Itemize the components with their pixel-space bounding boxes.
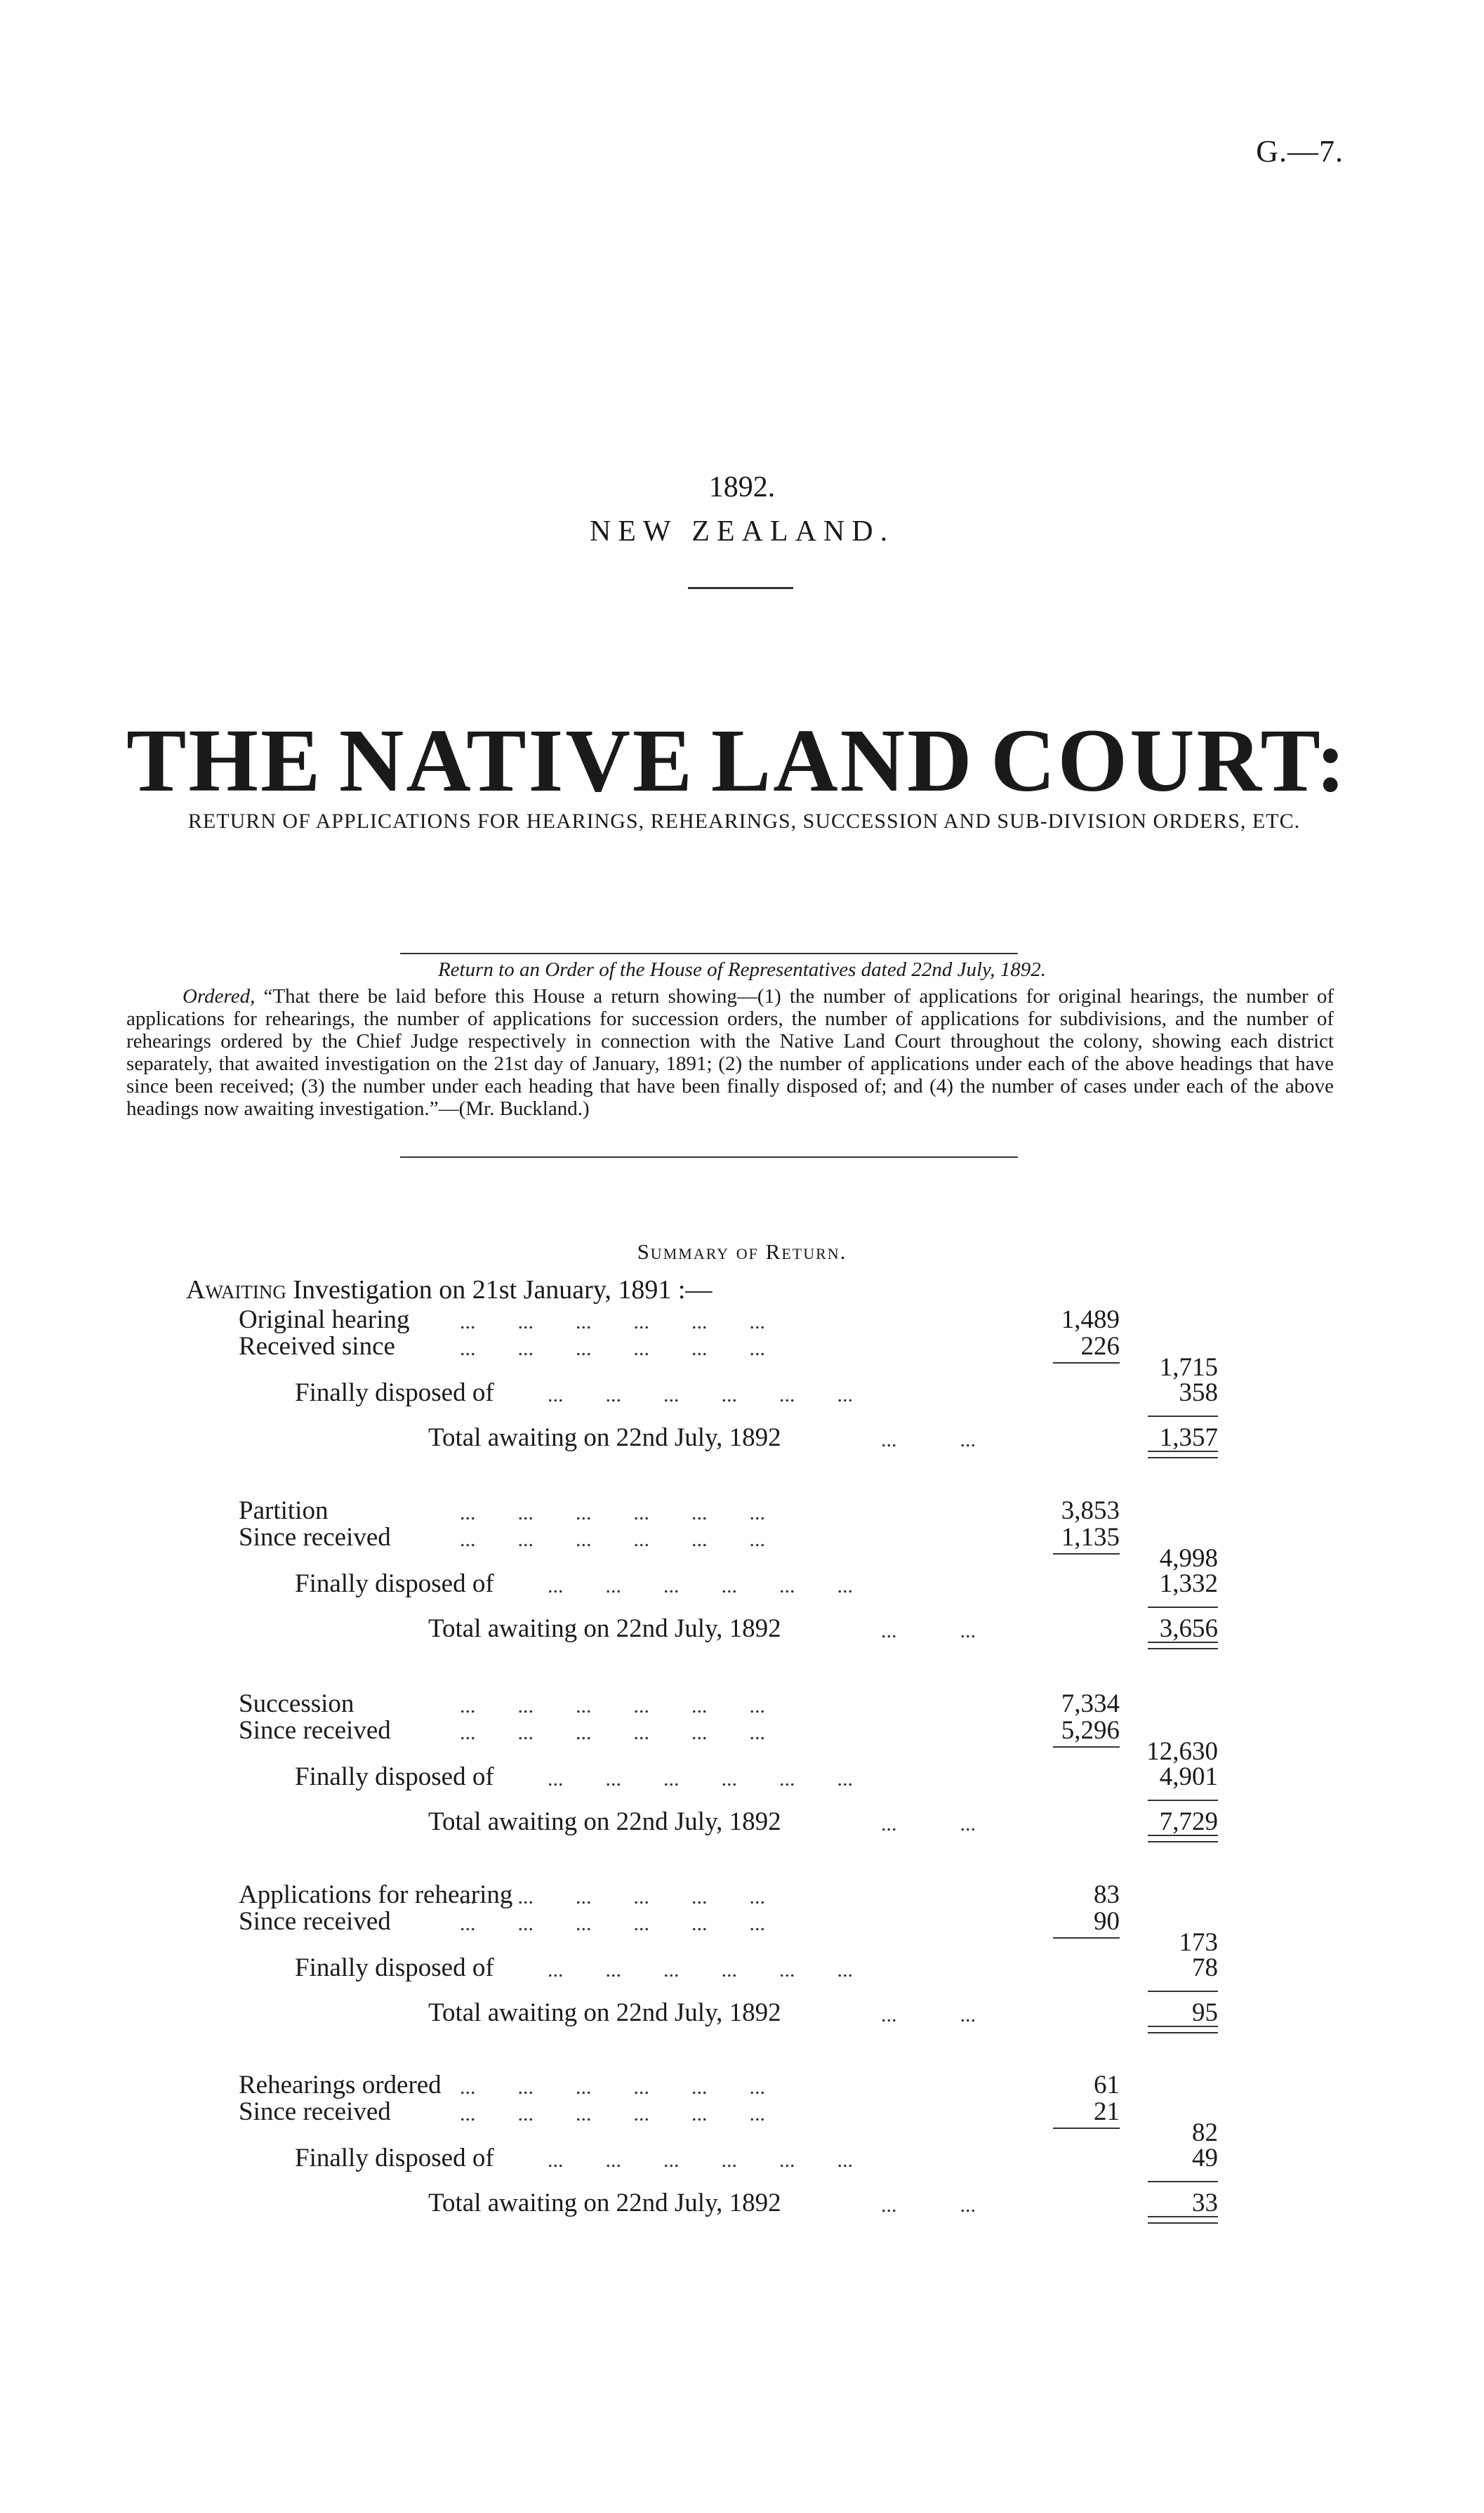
order-caption: Return to an Order of the House of Representatives dated 22nd July, 1892. bbox=[437, 958, 1047, 981]
row-label: Succession bbox=[239, 1689, 355, 1718]
row-label: Rehearings ordered bbox=[239, 2071, 442, 2099]
total-label: Total awaiting on 22nd July, 1892 bbox=[428, 2189, 781, 2217]
leader-dots: ... ... ... ... ... ... bbox=[548, 1958, 853, 1981]
title-word: LAND bbox=[710, 711, 974, 810]
title-word: COURT: bbox=[991, 711, 1348, 810]
total-value: 3,656 bbox=[1159, 1614, 1218, 1643]
total-rule bbox=[1148, 1416, 1218, 1417]
row-label: Since received bbox=[239, 1907, 391, 1936]
total-label: Total awaiting on 22nd July, 1892 bbox=[428, 1423, 781, 1452]
row-value: 226 bbox=[1080, 1332, 1120, 1361]
total-double-rule bbox=[1148, 1642, 1218, 1649]
total-double-rule bbox=[1148, 2026, 1218, 2033]
leader-dots: ... ... bbox=[881, 2194, 976, 2217]
leader-dots: ... ... ... ... ... ... bbox=[548, 1574, 853, 1597]
row-value: 83 bbox=[1094, 1880, 1120, 1909]
row-value: 1,135 bbox=[1061, 1523, 1120, 1552]
row-value: 61 bbox=[1094, 2071, 1120, 2099]
disposed-label: Finally disposed of bbox=[295, 1378, 494, 1407]
leader-dots: ... ... ... ... ... ... bbox=[449, 1885, 765, 1908]
divider bbox=[400, 1156, 1018, 1158]
row-label: Original hearing bbox=[239, 1305, 410, 1334]
total-double-rule bbox=[1148, 1451, 1218, 1458]
disposed-label: Finally disposed of bbox=[295, 1762, 494, 1791]
leader-dots: ... ... ... ... ... ... bbox=[548, 1383, 853, 1406]
leader-dots: ... ... ... ... ... ... bbox=[449, 1694, 765, 1717]
row-value: 21 bbox=[1094, 2097, 1120, 2126]
row-label: Since received bbox=[239, 2097, 391, 2126]
leader-dots: ... ... bbox=[881, 1812, 976, 1835]
year: 1892. bbox=[708, 471, 776, 503]
total-rule bbox=[1148, 2181, 1218, 2182]
total-rule bbox=[1148, 1991, 1218, 1992]
leader-dots: ... ... ... ... ... ... bbox=[449, 1528, 765, 1551]
disposed-value: 78 bbox=[1192, 1953, 1218, 1982]
disposed-value: 358 bbox=[1179, 1378, 1218, 1407]
disposed-value: 49 bbox=[1192, 2144, 1218, 2172]
total-double-rule bbox=[1148, 1835, 1218, 1842]
title-word: THE bbox=[126, 711, 323, 810]
disposed-value: 4,901 bbox=[1159, 1762, 1218, 1791]
leader-dots: ... ... bbox=[881, 1428, 976, 1451]
row-label: Since received bbox=[239, 1716, 391, 1745]
row-value: 7,334 bbox=[1061, 1689, 1120, 1718]
leader-dots: ... ... ... ... ... ... bbox=[548, 1767, 853, 1790]
divider bbox=[400, 953, 1018, 954]
leader-dots: ... ... ... ... ... ... bbox=[449, 1912, 765, 1935]
total-rule bbox=[1148, 1800, 1218, 1801]
leader-dots: ... ... ... ... ... ... bbox=[449, 2076, 765, 2099]
sum-rule bbox=[1053, 1937, 1120, 1939]
row-value: 90 bbox=[1094, 1907, 1120, 1936]
sum-value: 12,630 bbox=[1146, 1737, 1218, 1766]
leader-dots: ... ... ... ... ... ... bbox=[449, 1501, 765, 1524]
total-label: Total awaiting on 22nd July, 1892 bbox=[428, 1614, 781, 1643]
title-word: NATIVE bbox=[338, 711, 695, 810]
disposed-label: Finally disposed of bbox=[295, 1569, 494, 1598]
row-value: 1,489 bbox=[1061, 1305, 1120, 1334]
sum-value: 4,998 bbox=[1159, 1544, 1218, 1573]
disposed-label: Finally disposed of bbox=[295, 2144, 494, 2172]
order-text bbox=[126, 985, 1334, 1120]
row-value: 3,853 bbox=[1061, 1496, 1120, 1525]
row-label: Since received bbox=[239, 1523, 391, 1552]
heading-lead: Awaiting bbox=[186, 1275, 286, 1305]
sum-rule bbox=[1053, 2128, 1120, 2129]
disposed-label: Finally disposed of bbox=[295, 1953, 494, 1982]
sum-value: 1,715 bbox=[1159, 1353, 1218, 1382]
document-title bbox=[126, 709, 1348, 812]
leader-dots: ... ... bbox=[881, 1619, 976, 1642]
total-value: 95 bbox=[1192, 1998, 1218, 2027]
row-value: 5,296 bbox=[1061, 1716, 1120, 1745]
leader-dots: ... ... ... ... ... ... bbox=[449, 1721, 765, 1744]
country: NEW ZEALAND. bbox=[589, 515, 895, 548]
summary-title: Summary of Return. bbox=[637, 1239, 847, 1264]
row-label: Received since bbox=[239, 1332, 395, 1361]
sum-rule bbox=[1053, 1362, 1120, 1364]
heading-rest: Investigation on 21st January, 1891 :— bbox=[286, 1275, 713, 1305]
total-double-rule bbox=[1148, 2216, 1218, 2224]
document-subtitle: RETURN OF APPLICATIONS FOR HEARINGS, REHEARINGS, SUCCESSION AND SUB-DIVISION ORDERS, ETC. bbox=[187, 810, 1301, 833]
sum-rule bbox=[1053, 1746, 1120, 1748]
row-label: Partition bbox=[239, 1496, 329, 1525]
leader-dots: ... ... ... ... ... ... bbox=[449, 1310, 765, 1333]
sum-rule bbox=[1053, 1553, 1120, 1555]
total-value: 1,357 bbox=[1159, 1423, 1218, 1452]
order-body: “That there be laid before this House a return showing—(1) the number of applications for original hearings, the number of applications for rehearings, the number of applications for succession orders, the number of applications for subdivisions, and the number of rehearings ordered by the Chief Judge respectively in connection with the Native Land Court throughout the colony, showing each district separately, that awaited investigation on the 21st day of January, 1891; (2) the number of applications under each of the above headings that have since been received; (3) the number under each heading that have been finally disposed of; and (4) the number of cases under each of the above headings now awaiting investigation.”—(Mr. Buckland.) bbox=[126, 985, 1334, 1120]
total-rule bbox=[1148, 1607, 1218, 1608]
leader-dots: ... ... bbox=[881, 2003, 976, 2026]
total-value: 7,729 bbox=[1159, 1807, 1218, 1836]
summary-heading bbox=[186, 1274, 712, 1305]
sum-value: 82 bbox=[1192, 2118, 1218, 2147]
sum-value: 173 bbox=[1179, 1928, 1218, 1957]
total-label: Total awaiting on 22nd July, 1892 bbox=[428, 1998, 781, 2027]
divider bbox=[688, 587, 793, 589]
document-reference: G.—7. bbox=[1256, 134, 1344, 169]
leader-dots: ... ... ... ... ... ... bbox=[449, 2102, 765, 2125]
disposed-value: 1,332 bbox=[1159, 1569, 1218, 1598]
total-value: 33 bbox=[1192, 2189, 1218, 2217]
ordered-label: Ordered, bbox=[183, 985, 256, 1008]
leader-dots: ... ... ... ... ... ... bbox=[449, 1337, 765, 1360]
row-label: Applications for rehearing bbox=[239, 1880, 513, 1909]
total-label: Total awaiting on 22nd July, 1892 bbox=[428, 1807, 781, 1836]
leader-dots: ... ... ... ... ... ... bbox=[548, 2149, 853, 2172]
